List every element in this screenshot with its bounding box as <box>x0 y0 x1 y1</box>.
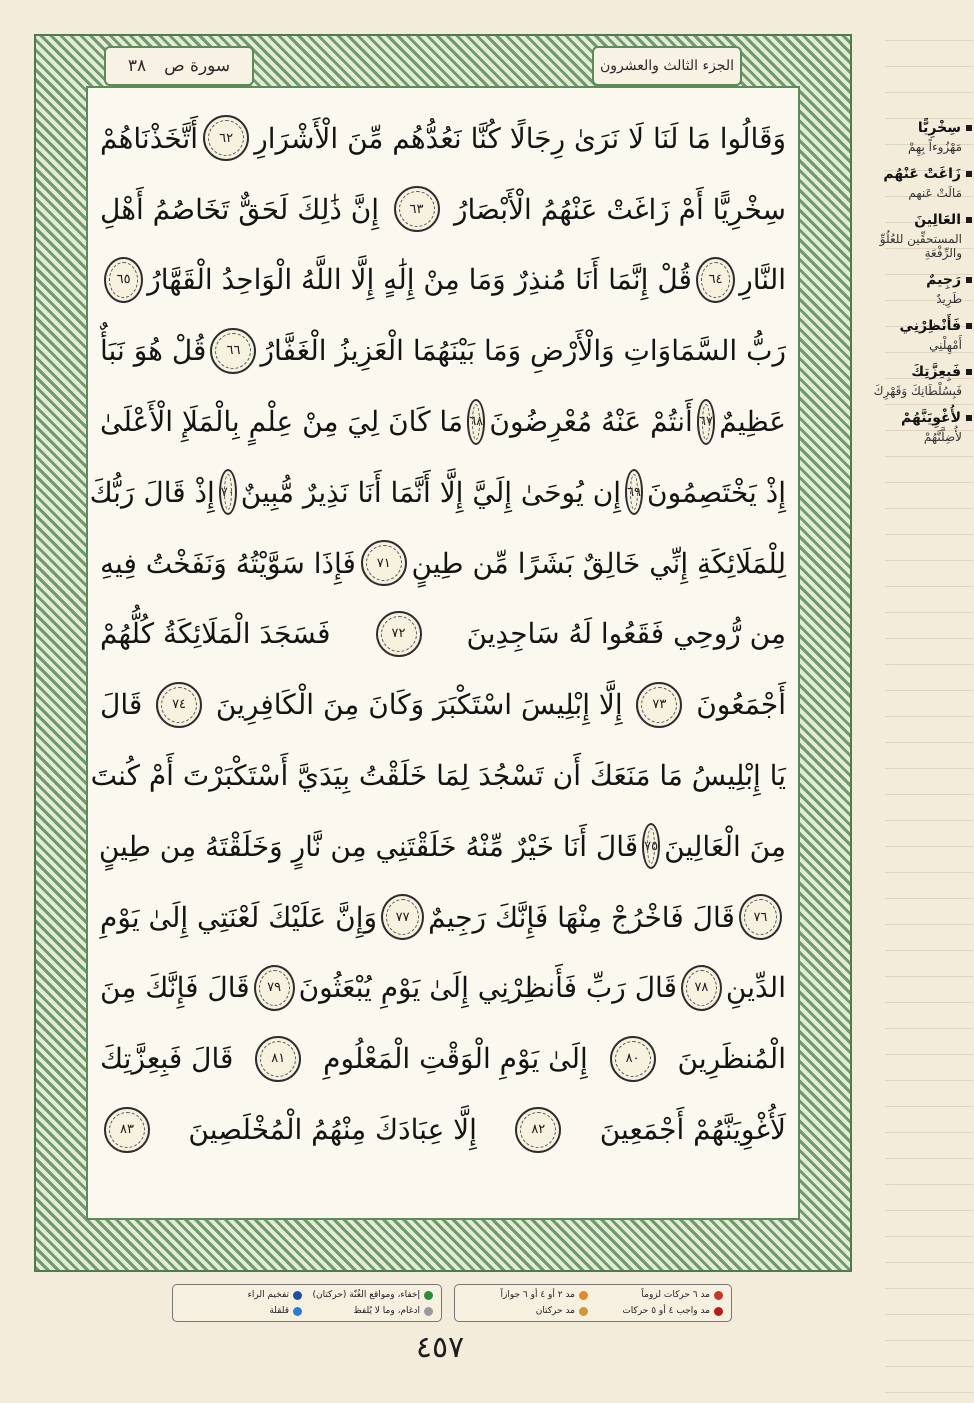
verse-text: مِنَ الْعَالِينَ <box>664 829 786 863</box>
glossary-word-text: فَأَنْظِرْنِي <box>899 318 961 334</box>
surah-header <box>104 46 254 86</box>
verse-text: إِلَّا عِبَادَكَ مِنْهُمُ الْمُخْلَصِينَ <box>188 1113 477 1147</box>
glossary-item <box>868 364 972 398</box>
ayah-end-marker: ٦٢ <box>203 115 249 161</box>
ayah-end-marker: ٦٨ <box>467 399 485 445</box>
legend-label: ادغام، وما لا يُلفظ <box>353 1306 420 1316</box>
verse-line <box>100 811 786 882</box>
glossary-word-text: سِخْرِيًّا <box>917 120 961 136</box>
glossary-item <box>868 318 972 352</box>
glossary-word-text: العَالِينَ <box>914 212 961 228</box>
glossary-word-text: فَبِعِزَّتِكَ <box>911 364 961 380</box>
page-number: ٤٥٧ <box>415 1330 465 1365</box>
glossary-meaning: أَمْهِلْنِي <box>929 338 962 352</box>
legend-label: قلقلة <box>269 1306 289 1316</box>
legend-color-dot <box>579 1291 588 1300</box>
legend-label: مد ٦ حركات لزوماً <box>641 1290 710 1300</box>
legend-item <box>463 1288 588 1302</box>
verse-text: قُلْ إِنَّمَا أَنَا مُنذِرٌ وَمَا مِنْ إِلَٰهٍ إِلَّا اللَّهُ الْوَاحِدُ الْقَهَّارُ <box>147 263 692 297</box>
verse-line <box>100 528 786 599</box>
verse-line <box>90 740 786 811</box>
verse-text: لِلْمَلَائِكَةِ إِنِّي خَالِقٌ بَشَرًا مِّن طِينٍ <box>411 546 786 580</box>
legend-item <box>312 1288 433 1302</box>
glossary-sidebar <box>868 120 972 456</box>
legend-left-box <box>172 1284 442 1322</box>
verse-line <box>100 882 786 953</box>
verse-text: عَظِيمٌ <box>719 405 786 439</box>
verse-line <box>100 669 786 740</box>
verse-text: إِلَّا إِبْلِيسَ اسْتَكْبَرَ وَكَانَ مِنَ الْكَافِرِينَ <box>215 688 623 722</box>
juz-header <box>592 46 742 86</box>
verse-text: أَتَّخَذْنَاهُمْ <box>100 121 199 155</box>
verse-text: لَأُغْوِيَنَّهُمْ أَجْمَعِينَ <box>599 1113 786 1147</box>
glossary-word <box>868 410 972 426</box>
ayah-end-marker: ٨١ <box>255 1036 301 1082</box>
ayah-end-marker: ٧٣ <box>636 682 682 728</box>
legend-label: مد ٢ أو ٤ أو ٦ جوازاً <box>500 1290 575 1300</box>
surah-title: سورة ص <box>164 56 231 76</box>
glossary-meaning: فَبِسُلْطَانِكَ وَقَهْرِكَ <box>873 384 962 398</box>
legend-color-dot <box>424 1291 433 1300</box>
ayah-end-marker: ٧٦ <box>739 894 782 940</box>
verse-text: مَا كَانَ لِيَ مِنْ عِلْمٍ بِالْمَلَإِ الْأَعْلَىٰ <box>100 405 463 439</box>
verse-text: إِنَّ ذَٰلِكَ لَحَقٌّ تَخَاصُمُ أَهْلِ <box>100 192 380 226</box>
verse-text: قَالَ فَبِعِزَّتِكَ <box>100 1042 234 1076</box>
verse-lines <box>89 103 786 1203</box>
legend-label: تفخيم الراء <box>247 1290 289 1300</box>
glossary-item <box>868 410 972 444</box>
ayah-end-marker: ٦٧ <box>697 399 715 445</box>
legend-item <box>463 1304 588 1318</box>
verse-text: يَا إِبْلِيسُ مَا مَنَعَكَ أَن تَسْجُدَ لِمَا خَلَقْتُ بِيَدَيَّ أَسْتَكْبَرْتَ أَمْ كُنتَ <box>90 759 786 793</box>
legend-item <box>598 1304 723 1318</box>
ayah-end-marker: ٨٢ <box>515 1107 561 1153</box>
glossary-word <box>868 166 972 182</box>
glossary-word-text: لأُغْوِيَنَّهُمْ <box>901 410 961 426</box>
glossary-word <box>868 272 972 288</box>
verse-text: أَجْمَعُونَ <box>696 688 786 722</box>
verse-line <box>89 457 786 528</box>
juz-title: الجزء الثالث والعشرون <box>600 58 734 74</box>
verse-line <box>100 245 786 316</box>
ayah-end-marker: ٧٧ <box>381 894 424 940</box>
verse-text: فَسَجَدَ الْمَلَائِكَةُ كُلُّهُمْ <box>100 617 331 651</box>
glossary-meaning: لأُضِلَّنَّهُمْ <box>923 430 962 444</box>
ayah-end-marker: ٦٦ <box>210 328 256 374</box>
glossary-meaning: المستحقِّين للعُلُوِّ والرِّفْعَةِ <box>879 232 962 260</box>
verse-text: إِن يُوحَىٰ إِلَيَّ إِلَّا أَنَّمَا أَنَا نَذِيرٌ مُّبِينٌ <box>240 475 622 509</box>
verse-line <box>100 599 786 670</box>
legend-label: إخفاء، ومواقع الغُنّة (حركتان) <box>312 1290 420 1300</box>
verse-text: إِلَىٰ يَوْمِ الْوَقْتِ الْمَعْلُومِ <box>323 1042 588 1076</box>
verse-text: قُلْ هُوَ نَبَأٌ <box>100 334 207 368</box>
glossary-meaning: مَالَتْ عَنهم <box>908 186 962 200</box>
verse-line <box>100 386 786 457</box>
verse-text: قَالَ <box>100 688 143 722</box>
glossary-item <box>868 212 972 260</box>
verse-text: فَإِذَا سَوَّيْتُهُ وَنَفَخْتُ فِيهِ <box>100 546 356 580</box>
ayah-end-marker: ٧٠ <box>219 469 237 515</box>
glossary-word <box>868 364 972 380</box>
verse-text: وَإِنَّ عَلَيْكَ لَعْنَتِي إِلَىٰ يَوْمِ <box>100 900 378 934</box>
glossary-word-text: رَجِيمٌ <box>926 272 961 288</box>
verse-text: الْمُنظَرِينَ <box>677 1042 786 1076</box>
verse-line <box>100 953 786 1024</box>
ayah-end-marker: ٧٩ <box>254 965 295 1011</box>
glossary-meaning: طَرِيدٌ <box>936 292 962 306</box>
legend-color-dot <box>714 1307 723 1316</box>
verse-line <box>100 103 786 174</box>
tajweed-legend <box>172 1284 732 1324</box>
glossary-meaning: مَهْزُوءاً بِهِمْ <box>907 140 962 154</box>
verse-text: النَّارِ <box>739 263 786 297</box>
surah-number: ٣٨ <box>127 56 147 76</box>
legend-color-dot <box>579 1307 588 1316</box>
ayah-end-marker: ٦٩ <box>625 469 643 515</box>
verse-text: إِذْ يَخْتَصِمُونَ <box>647 475 786 509</box>
verse-text: سِخْرِيًّا أَمْ زَاغَتْ عَنْهُمُ الْأَبْصَارُ <box>453 192 786 226</box>
ayah-end-marker: ٨٣ <box>104 1107 150 1153</box>
legend-color-dot <box>714 1291 723 1300</box>
verse-text: قَالَ أَنَا خَيْرٌ مِّنْهُ خَلَقْتَنِي مِن نَّارٍ وَخَلَقْتَهُ مِن طِينٍ <box>98 829 639 863</box>
verse-line <box>100 315 786 386</box>
legend-item <box>181 1288 302 1302</box>
glossary-item <box>868 272 972 306</box>
verse-text: وَقَالُوا مَا لَنَا لَا نَرَىٰ رِجَالًا كُنَّا نَعُدُّهُم مِّنَ الْأَشْرَارِ <box>254 121 786 155</box>
ayah-end-marker: ٧٤ <box>156 682 202 728</box>
ayah-end-marker: ٦٣ <box>394 186 440 232</box>
ayah-end-marker: ٨٠ <box>610 1036 656 1082</box>
legend-item <box>312 1304 433 1318</box>
ayah-end-marker: ٧١ <box>361 540 407 586</box>
verse-text: قَالَ فَاخْرُجْ مِنْهَا فَإِنَّكَ رَجِيمٌ <box>428 900 735 934</box>
ayah-end-marker: ٦٤ <box>696 257 735 303</box>
ayah-end-marker: ٧٨ <box>681 965 722 1011</box>
legend-label: مد حركتان <box>535 1306 575 1316</box>
verse-text: قَالَ رَبِّ فَأَنظِرْنِي إِلَىٰ يَوْمِ يُبْعَثُونَ <box>298 971 677 1005</box>
verse-line <box>100 174 786 245</box>
glossary-word <box>868 318 972 334</box>
verse-text: مِن رُّوحِي فَقَعُوا لَهُ سَاجِدِينَ <box>466 617 786 651</box>
ayah-end-marker: ٧٥ <box>642 823 660 869</box>
verse-line <box>100 1094 786 1165</box>
ayah-end-marker: ٦٥ <box>104 257 143 303</box>
verse-text: أَنتُمْ عَنْهُ مُعْرِضُونَ <box>489 405 693 439</box>
verse-text: رَبُّ السَّمَاوَاتِ وَالْأَرْضِ وَمَا بَيْنَهُمَا الْعَزِيزُ الْغَفَّارُ <box>260 334 786 368</box>
verse-text: الدِّينِ <box>725 971 786 1005</box>
ayah-end-marker: ٧٢ <box>376 611 422 657</box>
glossary-item <box>868 120 972 154</box>
legend-label: مد واجب ٤ أو ٥ حركات <box>622 1306 710 1316</box>
glossary-word <box>868 212 972 228</box>
legend-color-dot <box>293 1291 302 1300</box>
glossary-word <box>868 120 972 136</box>
verse-text: إِذْ قَالَ رَبُّكَ <box>89 475 215 509</box>
legend-color-dot <box>293 1307 302 1316</box>
legend-color-dot <box>424 1307 433 1316</box>
verse-text: قَالَ فَإِنَّكَ مِنَ <box>100 971 250 1005</box>
glossary-item <box>868 166 972 200</box>
legend-item <box>181 1304 302 1318</box>
verse-line <box>100 1023 786 1094</box>
legend-item <box>598 1288 723 1302</box>
glossary-word-text: زَاغَتْ عَنْهُم <box>883 166 961 182</box>
legend-right-box <box>454 1284 732 1322</box>
